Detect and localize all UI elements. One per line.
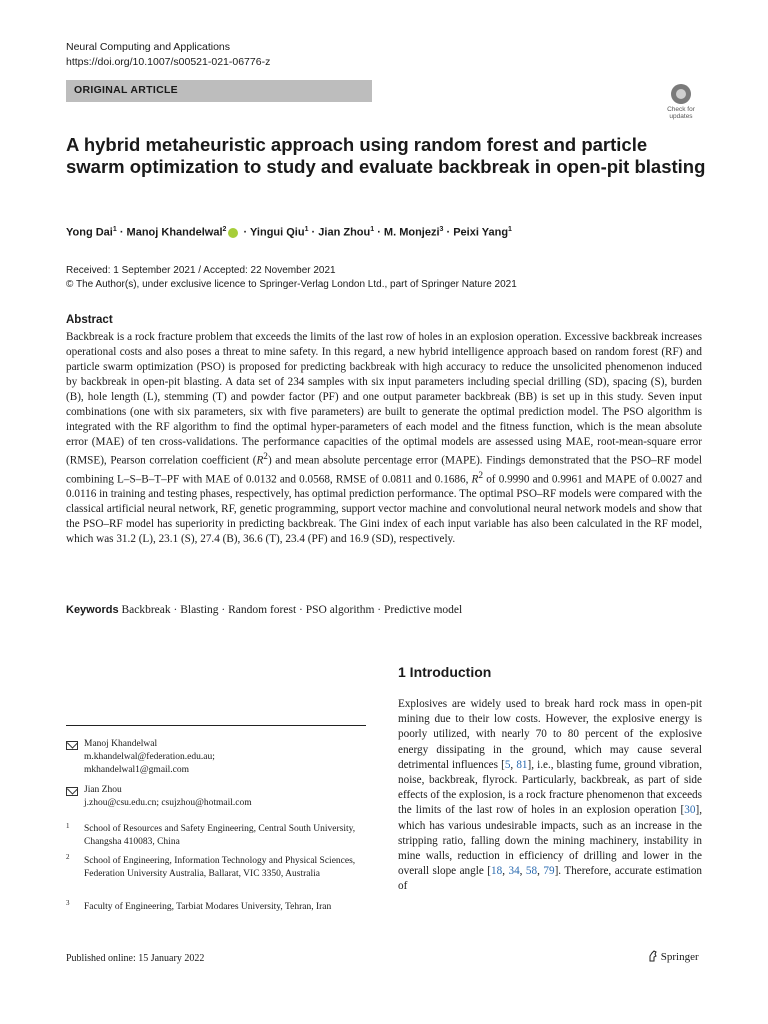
- citation-link[interactable]: 34: [508, 865, 520, 878]
- article-type-banner: [66, 80, 372, 102]
- author-name[interactable]: Jian Zhou: [318, 226, 371, 239]
- affiliation-3: Faculty of Engineering, Tarbiat Modares University, Tehran, Iran: [84, 902, 332, 912]
- abstract-body: Backbreak is a rock fracture problem that exceeds the limits of the last row of holes in an explosion operation. Excessive backbreak increases operational costs and also poses a threat to mine safety. In this regard, a new hybrid intelligence approach based on random forest (RF) and particle swarm optimization (PSO) is proposed for predicting backbreak with high accuracy to reduce the unsolicited phenomenon induced by backbreak in open-pit blasting. A data set of 234 samples with six input parameters including special drilling (SD), spacing (S), burden (B), hole length (L), stemming (T) and powder factor (PF) and one output parameter backbreak (BB) is set up in this study. Seven input combinations (one with six parameters, six with five parameters) are built to generate the optimal prediction model. The PSO algorithm is integrated with the RF algorithm to find the optimal hyper-parameters of each model and the fitness function, which is the mean absolute error (MAE) of ten cross-validations. The performance capacities of the optimal models are assessed using MAE, root-mean-square error (RMSE), Pearson correlation coefficient $(R^2)$ and mean absolute percentage error (MAPE). Findings demonstrated that the PSO–RF model combining L–S–B–T–PF with MAE of 0.0132 and 0.0568, RMSE of 0.0811 and 0.1686, $R^2$ of 0.9990 and 0.9961 and MAPE of 0.0027 and 0.0116 in training and testing phases, respectively, has optimal prediction performance. The optimal PSO–RF models were compared with the classical artificial neural network, RF, genetic programming, support vector machine and convolutional neural network models and show that the PSO–RF model has superiority in predicting backbreak. The Gini index of each input variable has also been calculated in the RF model, which was 31.2 (L), 23.1 (S), 27.4 (B), 36.6 (T), 23.4 (PF) and 16.9 (SD), respectively.: [66, 331, 702, 546]
- check-updates-label: Check for updates: [667, 106, 695, 120]
- author-name[interactable]: Peixi Yang: [453, 226, 509, 239]
- affiliation-1: School of Resources and Safety Engineering, Central South University, Changsha 410083, China: [84, 824, 356, 847]
- corresponding-author-2: Jian Zhou j.zhou@csu.edu.cn; csujzhou@hotmail.com: [84, 785, 252, 808]
- author-list: Yong Dai$^1$ · Manoj Khandelwal$^2$ · Yingui Qiu$^1$ · Jian Zhou$^1$ · M. Monjezi$^3$ · Peixi Yang$^1$: [66, 226, 512, 239]
- journal-name: Neural Computing and Applications: [66, 41, 231, 53]
- affiliation-2: School of Engineering, Information Technology and Physical Sciences, Federation University Australia, Ballarat, VIC 3350, Australia: [84, 856, 356, 879]
- author-name[interactable]: Manoj Khandelwal: [126, 226, 223, 239]
- received-accepted: Received: 1 September 2021 / Accepted: 22 November 2021: [66, 265, 336, 276]
- author-name[interactable]: M. Monjezi: [383, 226, 440, 239]
- published-online: Published online: 15 January 2022: [66, 953, 205, 964]
- publisher-name: Springer: [660, 951, 699, 963]
- affiliation-number: 2: [66, 853, 70, 861]
- envelope-icon: [66, 787, 78, 796]
- citation-link[interactable]: 18: [491, 865, 503, 878]
- footnote-divider: [66, 725, 366, 726]
- check-for-updates-badge[interactable]: [660, 84, 702, 124]
- article-title: A hybrid metaheuristic approach using random forest and particle swarm optimization to study and evaluate backbreak in open-pit blasting: [66, 134, 706, 177]
- abstract-heading: Abstract: [66, 314, 113, 326]
- keywords-text: Backbreak · Blasting · Random forest · PSO algorithm · Predictive model: [121, 604, 463, 616]
- email-link[interactable]: m.khandelwal@federation.edu.au;: [84, 752, 215, 762]
- affiliation-number: 1: [66, 822, 70, 830]
- springer-logo: [648, 950, 699, 963]
- email-link[interactable]: mkhandelwal1@gmail.com: [84, 765, 190, 775]
- author-name[interactable]: Yingui Qiu: [250, 226, 305, 239]
- article-dates: [66, 264, 517, 292]
- keywords-label: Keywords: [66, 604, 119, 616]
- citation-link[interactable]: 58: [525, 865, 538, 878]
- orcid-icon[interactable]: [228, 228, 238, 238]
- introduction-text: Explosives are widely used to break hard rock mass in open-pit mining due to their low costs. However, the explosive energy is poorly utilized, with nearly 70 to 80 percent of the explosive energy dissipating in the ground, which may cause several detrimental influences [5, 81], i.e., blasting fume, ground vibration, noise, backbreak, flyrock. Particularly, backbreak, as part of side effects of the explosion, is a rock fracture phenomenon that exceeds the limits of the last row of holes in an explosion operation [30], which has various undesirable impacts, such as an increase in the stripping ratio, falling down the mining machinery, instability in mine walls, reduction in efficiency of drilling and lower in the overall slope angle [18, 34, 58, 79]. Therefore, accurate estimation of: [398, 698, 703, 893]
- envelope-icon: [66, 741, 78, 750]
- doi-link[interactable]: https://doi.org/10.1007/s00521-021-06776-z: [66, 56, 271, 68]
- horse-icon: [648, 950, 658, 962]
- email-link[interactable]: j.zhou@csu.edu.cn; csujzhou@hotmail.com: [84, 798, 252, 808]
- section-heading-introduction: 1 Introduction: [398, 664, 492, 680]
- citation-link[interactable]: 81: [516, 758, 528, 771]
- journal-header: [66, 40, 270, 70]
- citation-link[interactable]: 5: [504, 758, 511, 771]
- article-type-label: ORIGINAL ARTICLE: [74, 84, 178, 96]
- check-updates-icon: [671, 84, 691, 104]
- citation-link[interactable]: 79: [543, 865, 555, 878]
- copyright-line: © The Author(s), under exclusive licence to Springer-Verlag London Ltd., part of Springer Nature 2021: [66, 279, 517, 290]
- author-name[interactable]: Yong Dai: [66, 226, 113, 239]
- citation-link[interactable]: 30: [684, 804, 696, 817]
- corresponding-author-1: Manoj Khandelwal m.khandelwal@federation.edu.au; mkhandelwal1@gmail.com: [84, 739, 215, 775]
- affiliation-number: 3: [66, 899, 70, 907]
- keywords-line: [66, 604, 706, 616]
